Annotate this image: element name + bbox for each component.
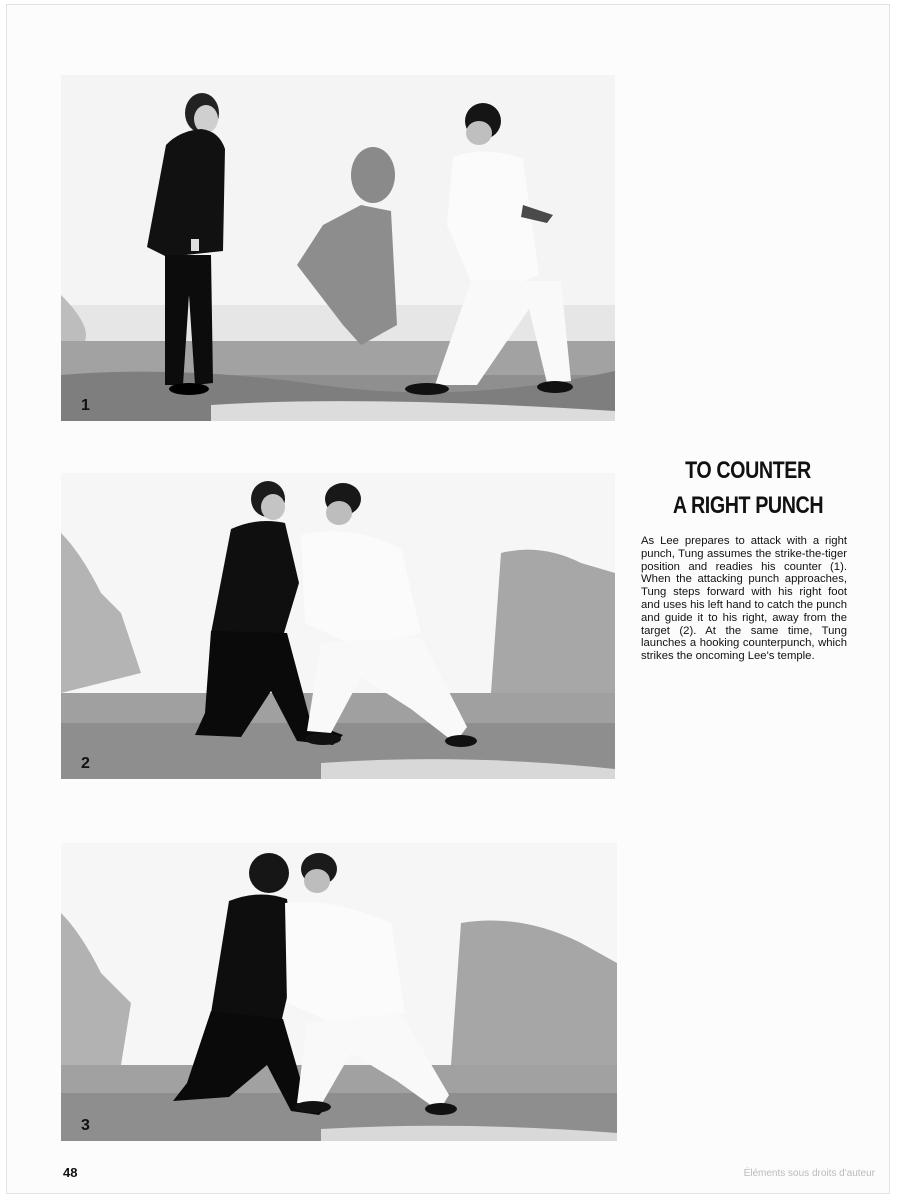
- headline-line-2: A RIGHT PUNCH: [672, 492, 824, 519]
- photo-3-number: 3: [81, 1117, 90, 1134]
- photo-2-number: 2: [81, 755, 90, 772]
- copyright-watermark: Éléments sous droits d'auteur: [743, 1168, 875, 1179]
- photo-3-illustration: [61, 843, 617, 1141]
- photo-2-illustration: [61, 473, 615, 779]
- photo-step-1: [61, 75, 615, 421]
- magazine-page: [6, 4, 890, 1194]
- article-headline: [660, 453, 835, 523]
- headline-line-1: TO COUNTER: [685, 457, 811, 484]
- photo-1-number: 1: [81, 397, 90, 414]
- photo-1-illustration: [61, 75, 615, 421]
- photo-step-2: [61, 473, 615, 779]
- article-body: As Lee prepares to attack with a right punch, Tung assumes the strike-the-tiger position and readies his counter (1). When the attacking punch approaches, Tung steps forward with his right foot and uses his left hand to catch the punch and guide it to his right, away from the target (2). At the same time, Tung launches a hooking counterpunch, which strikes the oncoming Lee's temple.: [641, 535, 847, 663]
- page-number: 48: [63, 1165, 78, 1180]
- photo-step-3: [61, 843, 617, 1141]
